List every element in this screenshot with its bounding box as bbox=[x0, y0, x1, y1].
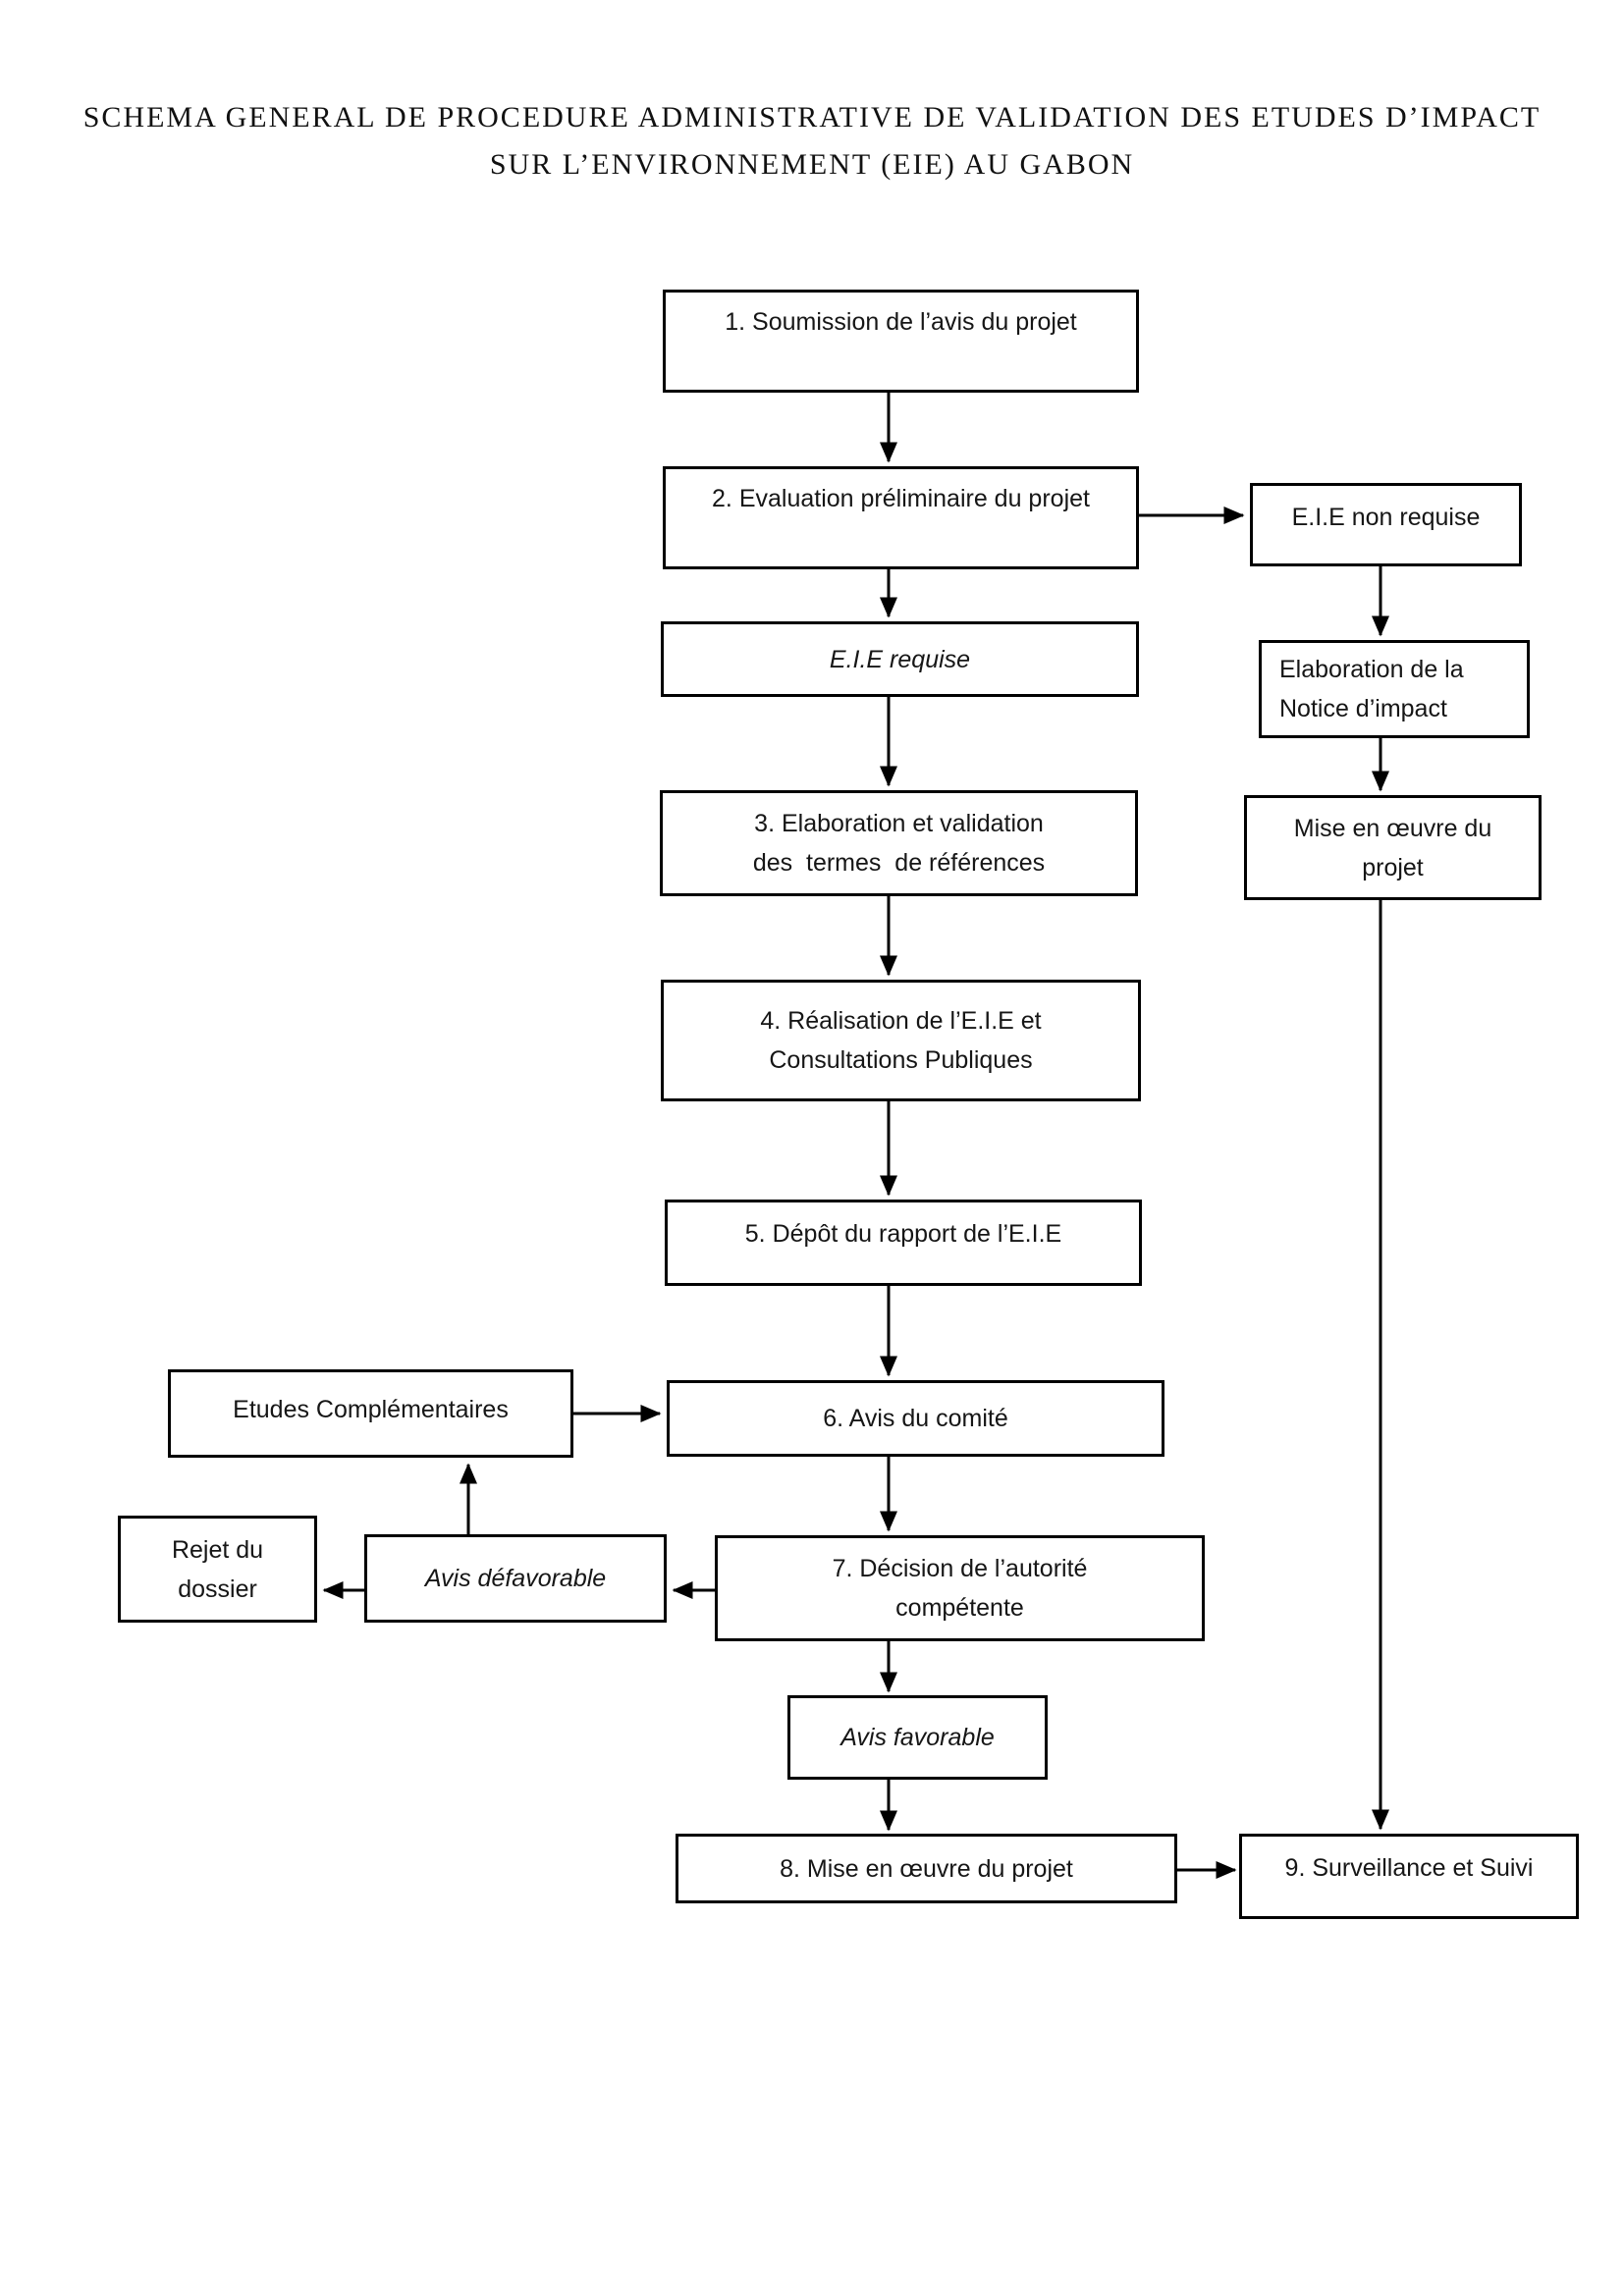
node-mise-en-oeuvre-notice-line2: projet bbox=[1362, 853, 1424, 881]
node-soumission-avis-projet bbox=[663, 290, 1139, 393]
node-surveillance-label: 9. Surveillance et Suivi bbox=[1284, 1854, 1534, 1882]
node-eie-requise-label: E.I.E requise bbox=[829, 645, 971, 673]
node-etudes-label: Etudes Complémentaires bbox=[233, 1396, 509, 1423]
node-avis-defavorable bbox=[364, 1534, 667, 1623]
node-rejet-line2: dossier bbox=[178, 1575, 257, 1603]
node-decision-line1: 7. Décision de l’autorité bbox=[832, 1555, 1088, 1582]
node-rejet-dossier bbox=[118, 1516, 317, 1623]
node-elaboration-notice-line2: Notice d’impact bbox=[1279, 695, 1447, 722]
node-evaluation-label: 2. Evaluation préliminaire du projet bbox=[712, 485, 1090, 512]
node-surveillance-suivi bbox=[1239, 1834, 1579, 1919]
node-avis-comite-label: 6. Avis du comité bbox=[823, 1405, 1008, 1432]
node-avis-defavorable-label: Avis défavorable bbox=[424, 1565, 607, 1592]
node-decision-line2: compétente bbox=[895, 1594, 1024, 1622]
node-mise-en-oeuvre-projet-label: 8. Mise en œuvre du projet bbox=[780, 1854, 1073, 1883]
node-eie-non-requise-label: E.I.E non requise bbox=[1291, 504, 1481, 531]
node-evaluation-preliminaire bbox=[663, 466, 1139, 569]
node-decision-autorite bbox=[715, 1535, 1205, 1641]
node-realisation-line2: Consultations Publiques bbox=[769, 1046, 1033, 1074]
node-termes-line1: 3. Elaboration et validation bbox=[754, 810, 1044, 837]
node-realisation-eie bbox=[661, 980, 1141, 1101]
node-soumission-label: 1. Soumission de l’avis du projet bbox=[725, 308, 1077, 336]
title-line-1: SCHEMA GENERAL DE PROCEDURE ADMINISTRATIVE DE VALIDATION DES ETUDES D’IMPACT bbox=[82, 101, 1542, 133]
node-mise-en-oeuvre-notice-line1: Mise en œuvre du bbox=[1293, 814, 1492, 842]
node-depot-rapport bbox=[665, 1200, 1142, 1286]
node-avis-favorable bbox=[787, 1695, 1048, 1780]
node-mise-en-oeuvre-notice bbox=[1244, 795, 1542, 900]
node-termes-references bbox=[660, 790, 1138, 896]
node-eie-non-requise bbox=[1250, 483, 1522, 566]
node-termes-line2: des termes de références bbox=[752, 849, 1046, 877]
node-eie-requise bbox=[661, 621, 1139, 697]
node-depot-label: 5. Dépôt du rapport de l’E.I.E bbox=[744, 1220, 1062, 1248]
node-elaboration-notice-impact bbox=[1259, 640, 1530, 738]
node-mise-en-oeuvre-projet bbox=[676, 1834, 1177, 1903]
node-rejet-line1: Rejet du bbox=[171, 1535, 264, 1564]
node-elaboration-notice-line1: Elaboration de la bbox=[1279, 656, 1464, 683]
title-line-2: SUR L’ENVIRONNEMENT (EIE) AU GABON bbox=[489, 148, 1135, 181]
node-avis-comite bbox=[667, 1380, 1164, 1457]
node-realisation-line1: 4. Réalisation de l’E.I.E et bbox=[760, 1007, 1042, 1035]
node-avis-favorable-label: Avis favorable bbox=[840, 1724, 995, 1751]
node-etudes-complementaires bbox=[168, 1369, 573, 1458]
